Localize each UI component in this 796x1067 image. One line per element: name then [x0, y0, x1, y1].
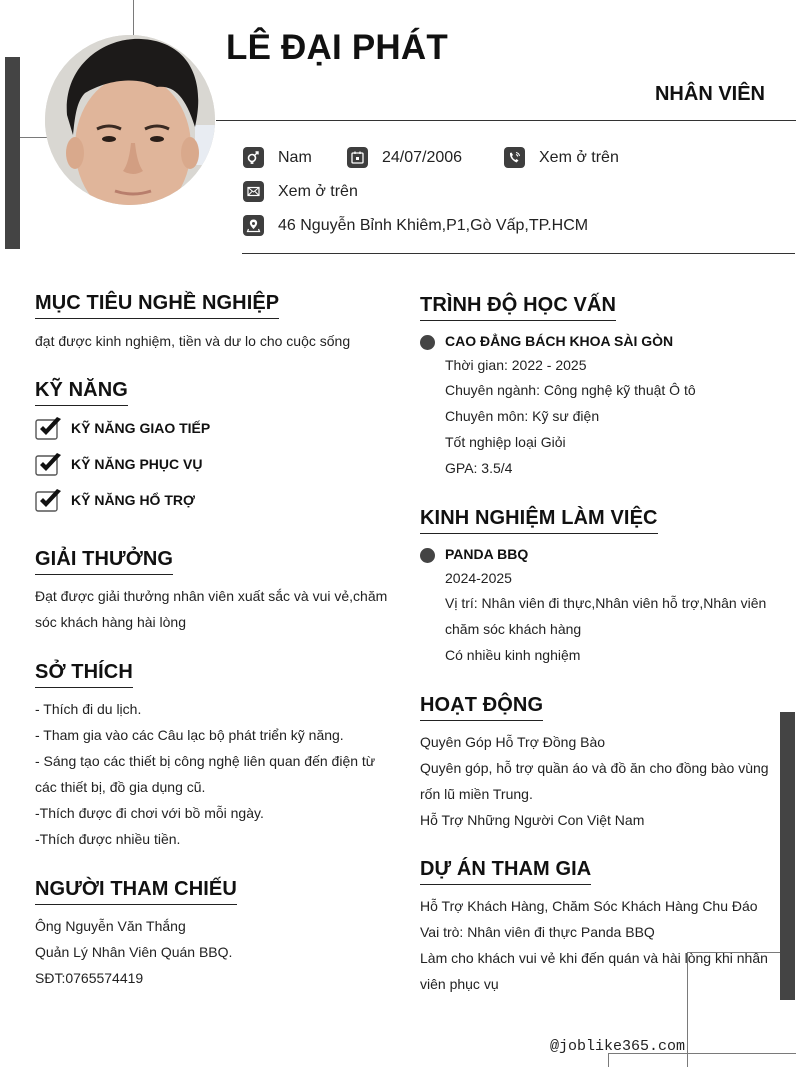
section-title: HOẠT ĐỘNG — [420, 694, 543, 721]
section-objective — [35, 292, 395, 354]
project-line: viên phục vụ — [420, 976, 499, 992]
email-value: Xem ở trên — [278, 182, 358, 200]
contact-row-3 — [243, 215, 588, 236]
section-projects — [420, 858, 780, 997]
contact-phone — [504, 147, 619, 168]
project-line: Hỗ Trợ Khách Hàng, Chăm Sóc Khách Hàng Chu Đáo — [420, 898, 758, 914]
header-divider — [216, 120, 796, 121]
gender-value: Nam — [278, 148, 312, 166]
experience-line: Vị trí: Nhân viên đi thực,Nhân viên hỗ trợ,Nhân viên — [445, 595, 767, 611]
contact-gender — [243, 147, 347, 168]
section-hobbies — [35, 661, 395, 852]
checkbox-checked-icon — [35, 452, 63, 476]
activity-line: Hỗ Trợ Những Người Con Việt Nam — [420, 812, 645, 828]
section-references — [35, 878, 395, 991]
experience-item — [420, 542, 780, 668]
awards-line: Đạt được giải thưởng nhân viên xuất sắc và vui vẻ,chăm — [35, 588, 388, 604]
reference-line: Ông Nguyễn Văn Thắng — [35, 918, 186, 934]
education-line: Chuyên môn: Kỹ sư điện — [445, 408, 600, 424]
gender-icon — [243, 147, 264, 168]
contact-divider — [242, 253, 795, 254]
section-title: MỤC TIÊU NGHỀ NGHIỆP — [35, 292, 279, 319]
skill-label: KỸ NĂNG HỔ TRỢ — [71, 492, 195, 508]
activity-line: Quyên góp, hỗ trợ quần áo và đồ ăn cho đồng bào vùng — [420, 760, 769, 776]
awards-line: sóc khách hàng hài lòng — [35, 614, 186, 630]
hobby-line: các thiết bị, đồ gia dụng cũ. — [35, 779, 206, 795]
section-education — [420, 294, 780, 481]
school-name: CAO ĐẲNG BÁCH KHOA SÀI GÒN — [445, 333, 674, 349]
location-icon — [243, 215, 264, 236]
contact-birthday — [347, 147, 504, 168]
activity-line: rốn lũ miền Trung. — [420, 786, 533, 802]
phone-icon — [504, 147, 525, 168]
decorative-line — [20, 137, 47, 138]
section-awards — [35, 548, 395, 635]
job-title: NHÂN VIÊN — [654, 83, 765, 105]
checkbox-checked-icon — [35, 488, 63, 512]
decorative-line — [133, 0, 134, 37]
project-line: Làm cho khách vui vẻ khi đến quán và hài lòng khi nhân — [420, 950, 768, 966]
skill-label: KỸ NĂNG GIAO TIẾP — [71, 420, 211, 436]
timeline-dot — [420, 548, 435, 563]
birthday-value: 24/07/2006 — [382, 148, 463, 166]
hobby-line: - Thích đi du lịch. — [35, 701, 142, 717]
section-title: KỸ NĂNG — [35, 379, 128, 406]
skill-item — [35, 410, 395, 446]
decorative-line — [608, 1053, 609, 1067]
contact-address — [243, 215, 588, 236]
project-line: Vai trò: Nhân viên đi thực Panda BBQ — [420, 924, 655, 940]
education-line: Thời gian: 2022 - 2025 — [445, 357, 587, 373]
section-title: SỞ THÍCH — [35, 661, 133, 688]
skill-item — [35, 482, 395, 518]
address-value: 46 Nguyễn Bỉnh Khiêm,P1,Gò Vấp,TP.HCM — [278, 216, 589, 234]
section-title: DỰ ÁN THAM GIA — [420, 858, 591, 885]
activity-line: Quyên Góp Hỗ Trợ Đồng Bào — [420, 734, 606, 750]
section-experience — [420, 507, 780, 668]
section-title: GIẢI THƯỞNG — [35, 548, 173, 575]
section-skills — [35, 379, 395, 518]
objective-text: đạt được kinh nghiệm, tiền và dư lo cho cuộc sống — [35, 333, 351, 349]
experience-line: Có nhiều kinh nghiệm — [445, 647, 581, 663]
timeline-dot — [420, 335, 435, 350]
skill-item — [35, 446, 395, 482]
section-title: NGƯỜI THAM CHIẾU — [35, 878, 237, 905]
candidate-name: LÊ ĐẠI PHÁT — [226, 28, 448, 67]
section-title: TRÌNH ĐỘ HỌC VẤN — [420, 294, 616, 321]
hobby-line: -Thích được nhiều tiền. — [35, 831, 181, 847]
company-name: PANDA BBQ — [445, 546, 529, 562]
education-item — [420, 329, 780, 481]
profile-photo — [45, 35, 215, 205]
contact-email — [243, 181, 358, 202]
experience-line: 2024-2025 — [445, 570, 512, 586]
education-line: GPA: 3.5/4 — [445, 460, 513, 476]
experience-line: chăm sóc khách hàng — [445, 621, 582, 637]
section-title: KINH NGHIỆM LÀM VIỆC — [420, 507, 658, 534]
footer-brand: @joblike365.com — [550, 1038, 686, 1055]
checkbox-checked-icon — [35, 416, 63, 440]
phone-value: Xem ở trên — [539, 148, 619, 166]
education-line: Tốt nghiệp loại Giỏi — [445, 434, 566, 450]
education-line: Chuyên ngành: Công nghệ kỹ thuật Ô tô — [445, 382, 696, 398]
reference-line: Quản Lý Nhân Viên Quán BBQ. — [35, 944, 233, 960]
skill-label: KỸ NĂNG PHỤC VỤ — [71, 456, 203, 472]
email-icon — [243, 181, 264, 202]
left-accent-bar — [5, 57, 20, 249]
contact-row-1 — [243, 147, 619, 168]
hobby-line: - Sáng tạo các thiết bị công nghệ liên quan đến điện từ — [35, 753, 376, 769]
right-accent-bar — [780, 712, 795, 1000]
reference-line: SĐT:0765574419 — [35, 970, 144, 986]
hobby-line: -Thích được đi chơi với bồ mỗi ngày. — [35, 805, 264, 821]
section-activities — [420, 694, 780, 833]
hobby-line: - Tham gia vào các Câu lạc bộ phát triển kỹ năng. — [35, 727, 344, 743]
contact-row-2 — [243, 181, 358, 202]
calendar-icon — [347, 147, 368, 168]
